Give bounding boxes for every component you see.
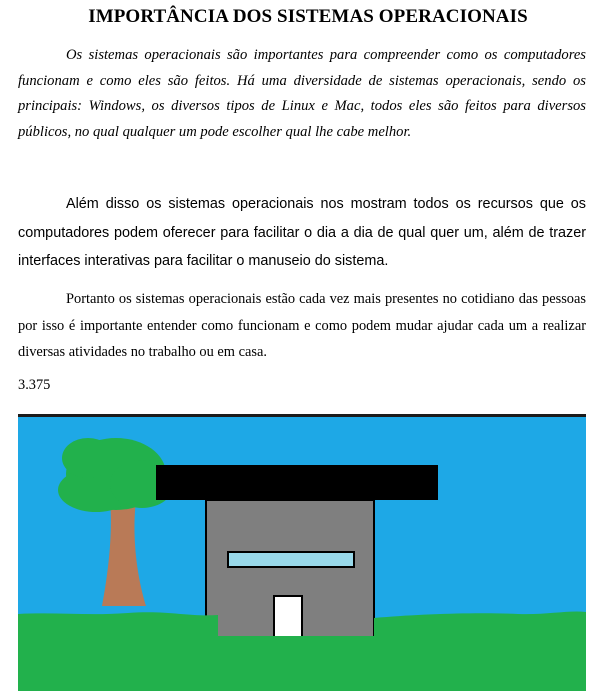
- house-drawing: [18, 414, 586, 691]
- grass-front: [208, 636, 384, 650]
- top-border: [18, 414, 586, 417]
- document-number: 3.375: [18, 377, 51, 393]
- paragraph-2: Além disso os sistemas operacionais nos mostram todos os recursos que os computadores podem oferecer para facilitar o dia a dia de qual quer um, além de trazer interfaces interativas para facilitar o manuseio do sistema.: [18, 196, 586, 269]
- house-door: [274, 596, 302, 642]
- paragraph-1: Os sistemas operacionais são importantes para compreender como os computadores funcionam e como eles são feitos. Há uma diversidade de sistemas operacionais, sendo os principais: Windows, os diversos tipos de Linux e Mac, todos eles são feitos para diversos públicos, no qual qualquer um pode escolher qual lhe cabe melhor.: [18, 47, 586, 140]
- house-window: [228, 552, 354, 567]
- house-roof: [156, 465, 438, 500]
- house-drawing-canvas: [18, 414, 586, 691]
- paragraph-3: Portanto os sistemas operacionais estão cada vez mais presentes no cotidiano das pessoas por isso é importante entender como funcionam e como podem mudar ajudar cada um a realizar diversas atividades no trabalho ou em casa.: [18, 291, 586, 360]
- document-title: IMPORTÂNCIA DOS SISTEMAS OPERACIONAIS: [88, 6, 528, 27]
